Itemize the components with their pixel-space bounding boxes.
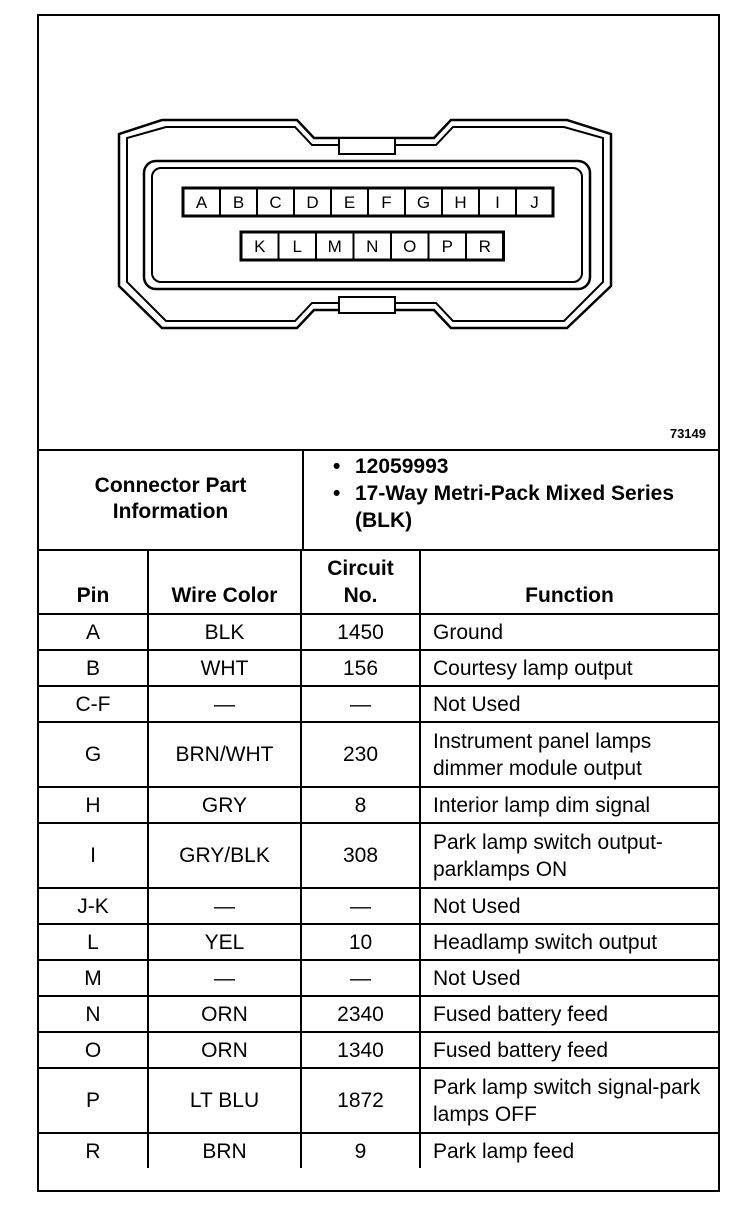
circuit-no-cell: 308 xyxy=(301,823,420,888)
wire-color-cell: WHT xyxy=(148,650,301,686)
circuit-no-cell: 156 xyxy=(301,650,420,686)
pin-cell: L xyxy=(39,924,148,960)
table-row xyxy=(39,1032,718,1068)
pin-label-a: A xyxy=(195,193,208,212)
pin-row-top xyxy=(183,188,553,216)
pin-label-l: L xyxy=(292,237,302,256)
pin-label-p: P xyxy=(441,237,453,256)
connector-diagram xyxy=(39,16,718,451)
circuit-no-cell: 2340 xyxy=(301,996,420,1032)
table-row xyxy=(39,996,718,1032)
table-row xyxy=(39,686,718,722)
pinout-table-body xyxy=(39,614,718,1168)
function-cell: Interior lamp dim signal xyxy=(420,787,718,823)
pin-cell: O xyxy=(39,1032,148,1068)
pin-cell: P xyxy=(39,1068,148,1133)
circuit-no-cell: 1450 xyxy=(301,614,420,650)
figure-number: 73149 xyxy=(669,426,706,441)
header-circuit-no-text: Circuit No. xyxy=(327,557,394,607)
header-function: Function xyxy=(420,549,718,614)
bullet-icon: • xyxy=(333,482,341,505)
circuit-no-cell: 1340 xyxy=(301,1032,420,1068)
connector-face-drawing xyxy=(39,16,718,449)
pin-label-d: D xyxy=(306,193,319,212)
pin-label-j: J xyxy=(530,193,539,212)
pin-cell: R xyxy=(39,1133,148,1168)
connector-type: 17-Way Metri-Pack Mixed Series (BLK) xyxy=(355,482,675,532)
function-cell: Fused battery feed xyxy=(420,996,718,1032)
pin-cell: G xyxy=(39,722,148,787)
pin-cell: I xyxy=(39,823,148,888)
circuit-no-cell: — xyxy=(301,960,420,996)
header-circuit-no xyxy=(301,549,420,614)
wire-color-cell: GRY/BLK xyxy=(148,823,301,888)
function-cell: Park lamp feed xyxy=(420,1133,718,1168)
pin-label-f: F xyxy=(381,193,392,212)
function-cell: Park lamp switch signal-park lamps OFF xyxy=(420,1068,718,1133)
connector-part-info-label xyxy=(39,449,304,549)
pin-label-e: E xyxy=(343,193,356,212)
wire-color-cell: YEL xyxy=(148,924,301,960)
circuit-no-cell: 9 xyxy=(301,1133,420,1168)
pin-label-i: I xyxy=(495,193,500,212)
top-latch-tab xyxy=(339,138,395,154)
circuit-no-cell: 8 xyxy=(301,787,420,823)
wire-color-cell: GRY xyxy=(148,787,301,823)
pin-cell: M xyxy=(39,960,148,996)
header-wire-color: Wire Color xyxy=(148,549,301,614)
table-row xyxy=(39,650,718,686)
connector-type-item xyxy=(304,480,718,534)
wire-color-cell: BRN xyxy=(148,1133,301,1168)
pin-cell: N xyxy=(39,996,148,1032)
pinout-table xyxy=(39,549,718,1168)
wire-color-cell: — xyxy=(148,960,301,996)
connector-sheet xyxy=(37,14,720,1192)
pin-cell: A xyxy=(39,614,148,650)
connector-part-info-list xyxy=(304,449,718,553)
function-cell: Instrument panel lamps dimmer module output xyxy=(420,722,718,787)
circuit-no-cell: 1872 xyxy=(301,1068,420,1133)
pin-label-g: G xyxy=(416,193,431,212)
connector-part-info-text: Connector Part Information xyxy=(94,474,247,523)
pin-label-c: C xyxy=(269,193,282,212)
pin-label-m: M xyxy=(327,237,342,256)
table-header-row xyxy=(39,549,718,614)
pin-cavity-outer xyxy=(144,161,590,289)
pin-label-r: R xyxy=(478,237,491,256)
table-row xyxy=(39,787,718,823)
table-row xyxy=(39,1068,718,1133)
pin-label-h: H xyxy=(454,193,467,212)
wire-color-cell: BRN/WHT xyxy=(148,722,301,787)
pin-row-bottom xyxy=(241,232,504,260)
bullet-icon: • xyxy=(333,455,341,478)
pin-label-n: N xyxy=(366,237,379,256)
wire-color-cell: — xyxy=(148,888,301,924)
table-row xyxy=(39,1133,718,1168)
wire-color-cell: BLK xyxy=(148,614,301,650)
pin-cell: J-K xyxy=(39,888,148,924)
header-pin: Pin xyxy=(39,549,148,614)
pin-label-o: O xyxy=(403,237,417,256)
circuit-no-cell: — xyxy=(301,686,420,722)
function-cell: Park lamp switch output-parklamps ON xyxy=(420,823,718,888)
wire-color-cell: ORN xyxy=(148,996,301,1032)
circuit-no-cell: 10 xyxy=(301,924,420,960)
pin-cell: B xyxy=(39,650,148,686)
wire-color-cell: LT BLU xyxy=(148,1068,301,1133)
function-cell: Headlamp switch output xyxy=(420,924,718,960)
pin-cell: C-F xyxy=(39,686,148,722)
pin-cell: H xyxy=(39,787,148,823)
function-cell: Ground xyxy=(420,614,718,650)
table-row xyxy=(39,722,718,787)
function-cell: Not Used xyxy=(420,888,718,924)
wire-color-cell: ORN xyxy=(148,1032,301,1068)
function-cell: Not Used xyxy=(420,686,718,722)
part-number: 12059993 xyxy=(355,455,449,478)
table-row xyxy=(39,888,718,924)
table-row xyxy=(39,614,718,650)
part-number-item xyxy=(304,453,718,480)
pin-label-b: B xyxy=(232,193,245,212)
function-cell: Fused battery feed xyxy=(420,1032,718,1068)
table-row xyxy=(39,924,718,960)
connector-part-info xyxy=(39,449,718,551)
pin-label-k: K xyxy=(254,237,266,256)
function-cell: Not Used xyxy=(420,960,718,996)
table-row xyxy=(39,960,718,996)
wire-color-cell: — xyxy=(148,686,301,722)
circuit-no-cell: — xyxy=(301,888,420,924)
function-cell: Courtesy lamp output xyxy=(420,650,718,686)
circuit-no-cell: 230 xyxy=(301,722,420,787)
table-row xyxy=(39,823,718,888)
bottom-latch-tab xyxy=(339,297,395,313)
